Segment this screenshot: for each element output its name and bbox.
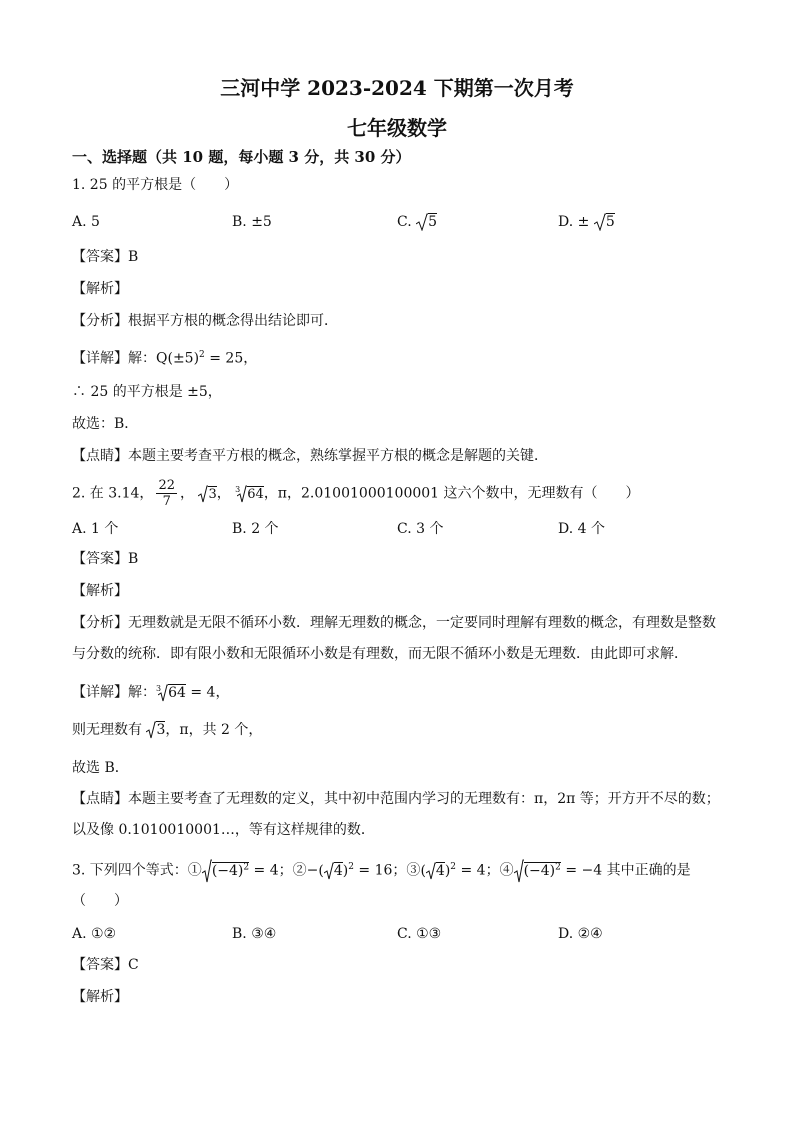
- q3-paren: （ ）: [72, 893, 128, 909]
- q2-answer: [72, 550, 138, 568]
- eq2-inner: 4: [333, 862, 343, 879]
- radical-sign-icon: [146, 721, 156, 739]
- q2-choice: 故选 B．: [72, 760, 129, 776]
- q2-irrational-list: [72, 721, 262, 739]
- eq4-result: = −4 其中正确的是: [560, 862, 691, 879]
- eq4-radicand: [524, 862, 561, 879]
- radical-sign-icon: [237, 485, 247, 503]
- list-text: 则无理数有: [72, 722, 142, 738]
- q2-option-c: C. 3 个: [397, 521, 444, 537]
- detail-label: 【详解】: [72, 684, 128, 701]
- fenxi-label: 【分析】: [72, 615, 128, 631]
- radical-sign-icon: [324, 862, 334, 880]
- q1-option-c-radicand: 5: [428, 214, 438, 230]
- page-title: 三河中学 2023-2024 下期第一次月考: [220, 76, 574, 100]
- eq1-radicand: [212, 862, 249, 879]
- q1-option-c: [397, 213, 437, 231]
- eq3-exponent: 2: [450, 862, 457, 872]
- comment-text: 本题主要考查了无理数的定义，其中初中范围内学习的无理数有：π，2π 等；开方开不尽的数；: [128, 791, 720, 807]
- q2-detail: [72, 680, 229, 702]
- q3-analysis-label: 【解析】: [72, 989, 128, 1005]
- answer-label: 【答案】: [72, 249, 128, 265]
- q3-options: [72, 925, 732, 943]
- q1-options: [72, 213, 732, 231]
- q1-option-c-label: C.: [397, 214, 412, 230]
- eq1-exponent: 2: [243, 862, 250, 872]
- comment-label: 【点睛】: [72, 448, 128, 464]
- radical-sign-icon: [158, 684, 168, 702]
- q1-conclusion: ∴ 25 的平方根是 ±5，: [72, 384, 222, 400]
- q1-stem: 1. 25 的平方根是（ ）: [72, 177, 239, 193]
- answer-label: 【答案】: [72, 551, 128, 567]
- fraction-22-7: [156, 478, 177, 509]
- cube-root-radicand: 64: [247, 486, 264, 502]
- q1-analysis-label: 【解析】: [72, 281, 128, 297]
- q1-option-d-label: D. ±: [558, 214, 590, 230]
- section-heading: 一、选择题（共 10 题，每小题 3 分，共 30 分）: [72, 148, 411, 166]
- q2-options: [72, 520, 732, 538]
- q2-option-d: D. 4 个: [558, 521, 605, 537]
- q2-option-a: A. 1 个: [72, 521, 119, 537]
- cube-root-index: 3: [235, 485, 241, 494]
- detail-exponent: 2: [199, 350, 205, 360]
- q2-comment: [72, 790, 720, 808]
- q1-detail: [72, 346, 257, 368]
- detail-result: = 4，: [185, 684, 230, 701]
- q1-choice: 故选：B．: [72, 416, 139, 432]
- q1-fenxi: [72, 312, 338, 330]
- detail-result: = 25，: [204, 350, 258, 367]
- q2-comment-cont: 以及像 0.1010010001…，等有这样规律的数．: [72, 822, 375, 838]
- eq3-result: = 4；④: [456, 862, 514, 879]
- q3-option-b: B. ③④: [232, 926, 277, 942]
- q3-answer: [72, 956, 139, 974]
- radical-sign-icon: [594, 213, 606, 231]
- comment-label: 【点睛】: [72, 791, 128, 807]
- q2-stem-end: ，π，2.01001000100001 这六个数中，无理数有（ ）: [263, 485, 640, 502]
- fenxi-text: 根据平方根的概念得出结论即可．: [128, 313, 338, 329]
- detail-text: 解：Q: [128, 350, 168, 367]
- separator: ，: [179, 485, 194, 502]
- fraction-denominator: 7: [162, 494, 171, 510]
- separator: ，: [216, 485, 231, 502]
- eq1-inner: (−4): [211, 862, 244, 879]
- q3-stem: [72, 852, 691, 882]
- eq2-exponent: 2: [348, 862, 354, 872]
- answer-label: 【答案】: [72, 957, 128, 973]
- radical-sign-icon: [426, 862, 436, 880]
- q2-fenxi-cont: 与分数的统称．即有限小数和无限循环小数是有理数，而无限不循环小数是无理数．由此即可求解．: [72, 646, 688, 662]
- q1-option-a: A. 5: [72, 214, 100, 230]
- q2-option-b: B. 2 个: [232, 521, 279, 537]
- q2-stem-start: 2. 在 3.14，: [72, 485, 154, 502]
- cube-root-index: 3: [156, 684, 162, 693]
- comment-text: 本题主要考查平方根的概念，熟练掌握平方根的概念是解题的关键．: [128, 448, 548, 464]
- fraction-numerator: 22: [158, 478, 175, 494]
- eq4-exponent: 2: [555, 862, 561, 872]
- fenxi-text: 无理数就是无限不循环小数．理解无理数的概念，一定要同时理解有理数的概念，有理数是整数: [128, 615, 716, 631]
- answer-value: B: [128, 551, 139, 567]
- eq1-result: = 4；②−: [249, 862, 319, 879]
- q1-option-d: [558, 213, 615, 231]
- fenxi-label: 【分析】: [72, 313, 128, 329]
- detail-base: (±5): [167, 350, 200, 367]
- q1-answer: [72, 248, 138, 266]
- sqrt-3-radicand: 3: [156, 722, 166, 738]
- sqrt-3-radicand: 3: [208, 486, 217, 502]
- q3-stem-start: 3. 下列四个等式：①: [72, 862, 202, 879]
- page-subtitle: 七年级数学: [347, 116, 447, 140]
- q1-option-b: B. ±5: [232, 214, 272, 230]
- q2-fenxi: [72, 614, 716, 632]
- eq3-group: ( 4): [420, 862, 451, 879]
- radical-sign-icon: [202, 859, 212, 883]
- q2-analysis-label: 【解析】: [72, 583, 128, 599]
- q1-option-d-radicand: 5: [605, 214, 615, 230]
- q3-option-d: D. ②④: [558, 926, 603, 942]
- eq4-inner: (−4): [523, 862, 556, 879]
- list-text-end: ，π，共 2 个，: [165, 722, 263, 738]
- radical-sign-icon: [416, 213, 428, 231]
- q1-comment: [72, 447, 548, 465]
- radical-sign-icon: [198, 485, 208, 503]
- q3-option-a: A. ①②: [72, 926, 117, 942]
- eq3-inner: 4: [435, 862, 445, 879]
- eq2-result: = 16；③: [353, 862, 421, 879]
- answer-value: B: [128, 249, 139, 265]
- q3-option-c: C. ①③: [397, 926, 442, 942]
- answer-value: C: [128, 957, 139, 973]
- detail-text: 解：: [128, 684, 156, 701]
- q2-stem: [72, 472, 640, 508]
- eq2-group: ( 4): [318, 862, 349, 879]
- radical-sign-icon: [514, 859, 524, 883]
- cube-root-radicand: 64: [168, 684, 186, 701]
- detail-label: 【详解】: [72, 350, 128, 367]
